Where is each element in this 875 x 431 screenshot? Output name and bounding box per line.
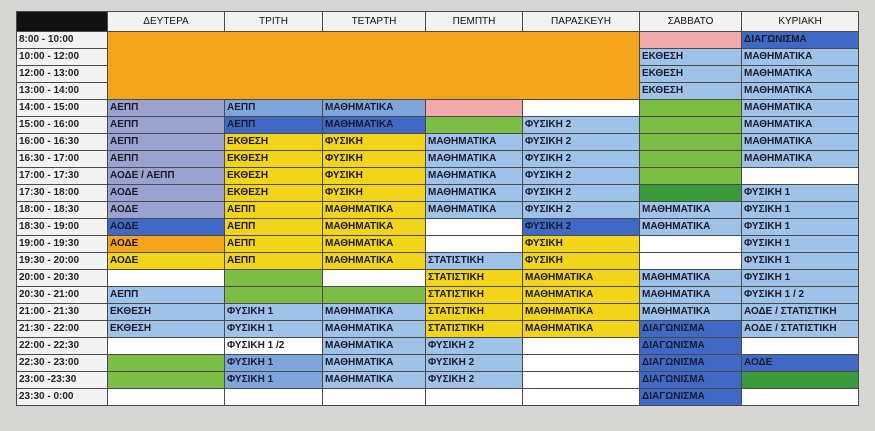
lesson-cell: ΜΑΘΗΜΑΤΙΚΑ: [323, 100, 426, 117]
lesson-cell: ΕΚΘΕΣΗ: [108, 304, 225, 321]
schedule-row: [17, 338, 859, 355]
weekly-schedule-table: [16, 11, 859, 406]
lesson-cell: ΜΑΘΗΜΑΤΙΚΑ: [640, 219, 742, 236]
schedule-row: [17, 304, 859, 321]
schedule-row: [17, 134, 859, 151]
empty-slot-cell: [108, 355, 225, 372]
time-slot-label: 16:30 - 17:00: [17, 151, 108, 168]
empty-slot-cell: [640, 236, 742, 253]
lesson-cell: ΦΥΣΙΚΗ: [523, 253, 640, 270]
lesson-cell: ΦΥΣΙΚΗ 2: [523, 168, 640, 185]
lesson-cell: ΦΥΣΙΚΗ 1: [225, 321, 323, 338]
lesson-cell: ΜΑΘΗΜΑΤΙΚΑ: [323, 117, 426, 134]
schedule-row: [17, 117, 859, 134]
lesson-cell: ΑΟΔΕ: [108, 253, 225, 270]
lesson-cell: ΔΙΑΓΩΝΙΣΜΑ: [640, 321, 742, 338]
lesson-cell: ΣΤΑΤΙΣΤΙΚΗ: [426, 270, 523, 287]
lesson-cell: ΦΥΣΙΚΗ 1: [742, 253, 859, 270]
empty-slot-cell: [523, 100, 640, 117]
schedule-row: [17, 32, 859, 49]
empty-slot-cell: [640, 253, 742, 270]
schedule-row: [17, 372, 859, 389]
lesson-cell: ΜΑΘΗΜΑΤΙΚΑ: [742, 117, 859, 134]
lesson-cell: ΦΥΣΙΚΗ 2: [523, 117, 640, 134]
schedule-row: [17, 287, 859, 304]
lesson-cell: ΦΥΣΙΚΗ 2: [523, 151, 640, 168]
lesson-cell: ΜΑΘΗΜΑΤΙΚΑ: [323, 338, 426, 355]
schedule-row: [17, 355, 859, 372]
empty-slot-cell: [108, 32, 640, 100]
time-slot-label: 22:00 - 22:30: [17, 338, 108, 355]
lesson-cell: ΑΟΔΕ: [108, 219, 225, 236]
time-slot-label: 20:30 - 21:00: [17, 287, 108, 304]
empty-slot-cell: [640, 185, 742, 202]
lesson-cell: ΜΑΘΗΜΑΤΙΚΑ: [426, 202, 523, 219]
day-header-sunday: ΚΥΡΙΑΚΗ: [742, 12, 859, 32]
schedule-row: [17, 253, 859, 270]
lesson-cell: ΦΥΣΙΚΗ 1: [225, 372, 323, 389]
empty-slot-cell: [640, 134, 742, 151]
lesson-cell: ΦΥΣΙΚΗ 1: [742, 219, 859, 236]
empty-slot-cell: [108, 389, 225, 406]
empty-slot-cell: [742, 168, 859, 185]
lesson-cell: ΑΟΔΕ / ΣΤΑΤΙΣΤΙΚΗ: [742, 321, 859, 338]
lesson-cell: ΜΑΘΗΜΑΤΙΚΑ: [323, 236, 426, 253]
empty-slot-cell: [225, 389, 323, 406]
lesson-cell: ΦΥΣΙΚΗ 2: [426, 355, 523, 372]
time-slot-label: 19:30 - 20:00: [17, 253, 108, 270]
schedule-row: [17, 270, 859, 287]
lesson-cell: ΦΥΣΙΚΗ 2: [523, 134, 640, 151]
lesson-cell: ΑΕΠΠ: [108, 151, 225, 168]
lesson-cell: ΣΤΑΤΙΣΤΙΚΗ: [426, 287, 523, 304]
time-slot-label: 23:00 -23:30: [17, 372, 108, 389]
lesson-cell: ΜΑΘΗΜΑΤΙΚΑ: [640, 270, 742, 287]
lesson-cell: ΦΥΣΙΚΗ: [523, 236, 640, 253]
lesson-cell: ΑΕΠΠ: [225, 202, 323, 219]
lesson-cell: ΕΚΘΕΣΗ: [640, 66, 742, 83]
lesson-cell: ΑΟΔΕ: [108, 202, 225, 219]
day-header-saturday: ΣΑΒΒΑΤΟ: [640, 12, 742, 32]
time-slot-label: 15:00 - 16:00: [17, 117, 108, 134]
lesson-cell: ΦΥΣΙΚΗ 1 /2: [225, 338, 323, 355]
schedule-row: [17, 100, 859, 117]
header-row: [17, 12, 859, 32]
empty-slot-cell: [225, 270, 323, 287]
lesson-cell: ΜΑΘΗΜΑΤΙΚΑ: [742, 100, 859, 117]
lesson-cell: ΑΕΠΠ: [108, 117, 225, 134]
time-slot-label: 17:30 - 18:00: [17, 185, 108, 202]
lesson-cell: ΦΥΣΙΚΗ 1: [742, 270, 859, 287]
empty-slot-cell: [523, 338, 640, 355]
lesson-cell: ΑΟΔΕ / ΣΤΑΤΙΣΤΙΚΗ: [742, 304, 859, 321]
lesson-cell: ΦΥΣΙΚΗ 1: [742, 236, 859, 253]
lesson-cell: ΜΑΘΗΜΑΤΙΚΑ: [640, 202, 742, 219]
lesson-cell: ΑΕΠΠ: [225, 236, 323, 253]
lesson-cell: ΑΟΔΕ / ΑΕΠΠ: [108, 168, 225, 185]
time-slot-label: 18:30 - 19:00: [17, 219, 108, 236]
lesson-cell: ΜΑΘΗΜΑΤΙΚΑ: [323, 202, 426, 219]
lesson-cell: ΣΤΑΤΙΣΤΙΚΗ: [426, 321, 523, 338]
time-slot-label: 16:00 - 16:30: [17, 134, 108, 151]
time-slot-label: 17:00 - 17:30: [17, 168, 108, 185]
lesson-cell: ΔΙΑΓΩΝΙΣΜΑ: [640, 355, 742, 372]
empty-slot-cell: [640, 117, 742, 134]
empty-slot-cell: [426, 100, 523, 117]
lesson-cell: ΜΑΘΗΜΑΤΙΚΑ: [323, 253, 426, 270]
empty-slot-cell: [108, 270, 225, 287]
lesson-cell: ΔΙΑΓΩΝΙΣΜΑ: [640, 372, 742, 389]
lesson-cell: ΕΚΘΕΣΗ: [640, 83, 742, 100]
empty-slot-cell: [323, 389, 426, 406]
lesson-cell: ΦΥΣΙΚΗ 2: [426, 338, 523, 355]
lesson-cell: ΕΚΘΕΣΗ: [225, 151, 323, 168]
schedule-row: [17, 185, 859, 202]
lesson-cell: ΜΑΘΗΜΑΤΙΚΑ: [323, 355, 426, 372]
lesson-cell: ΜΑΘΗΜΑΤΙΚΑ: [323, 219, 426, 236]
lesson-cell: ΦΥΣΙΚΗ 1: [225, 304, 323, 321]
empty-slot-cell: [523, 355, 640, 372]
lesson-cell: ΑΕΠΠ: [225, 100, 323, 117]
empty-slot-cell: [742, 372, 859, 389]
lesson-cell: ΣΤΑΤΙΣΤΙΚΗ: [426, 253, 523, 270]
time-slot-label: 12:00 - 13:00: [17, 66, 108, 83]
lesson-cell: ΜΑΘΗΜΑΤΙΚΑ: [742, 83, 859, 100]
time-slot-label: 22:30 - 23:00: [17, 355, 108, 372]
lesson-cell: ΜΑΘΗΜΑΤΙΚΑ: [523, 270, 640, 287]
lesson-cell: ΦΥΣΙΚΗ: [323, 185, 426, 202]
lesson-cell: ΦΥΣΙΚΗ 1: [742, 185, 859, 202]
empty-slot-cell: [640, 100, 742, 117]
lesson-cell: ΜΑΘΗΜΑΤΙΚΑ: [742, 151, 859, 168]
lesson-cell: ΜΑΘΗΜΑΤΙΚΑ: [742, 66, 859, 83]
lesson-cell: ΜΑΘΗΜΑΤΙΚΑ: [323, 321, 426, 338]
day-header-friday: ΠΑΡΑΣΚΕΥΗ: [523, 12, 640, 32]
lesson-cell: ΔΙΑΓΩΝΙΣΜΑ: [640, 389, 742, 406]
time-slot-label: 8:00 - 10:00: [17, 32, 108, 49]
lesson-cell: ΕΚΘΕΣΗ: [108, 321, 225, 338]
lesson-cell: ΕΚΘΕΣΗ: [640, 49, 742, 66]
lesson-cell: ΑΟΔΕ: [108, 185, 225, 202]
lesson-cell: ΦΥΣΙΚΗ 1: [742, 202, 859, 219]
lesson-cell: ΦΥΣΙΚΗ 1 / 2: [742, 287, 859, 304]
schedule-row: [17, 236, 859, 253]
lesson-cell: ΦΥΣΙΚΗ 1: [225, 355, 323, 372]
lesson-cell: ΜΑΘΗΜΑΤΙΚΑ: [742, 49, 859, 66]
schedule-body: [17, 32, 859, 406]
lesson-cell: ΜΑΘΗΜΑΤΙΚΑ: [323, 372, 426, 389]
schedule-row: [17, 202, 859, 219]
lesson-cell: ΦΥΣΙΚΗ 2: [426, 372, 523, 389]
lesson-cell: ΑΕΠΠ: [225, 117, 323, 134]
schedule-row: [17, 151, 859, 168]
corner-cell: [17, 12, 108, 32]
empty-slot-cell: [742, 389, 859, 406]
time-slot-label: 21:00 - 21:30: [17, 304, 108, 321]
empty-slot-cell: [426, 219, 523, 236]
lesson-cell: ΦΥΣΙΚΗ 2: [523, 219, 640, 236]
lesson-cell: ΔΙΑΓΩΝΙΣΜΑ: [742, 32, 859, 49]
lesson-cell: ΕΚΘΕΣΗ: [225, 185, 323, 202]
time-slot-label: 23:30 - 0:00: [17, 389, 108, 406]
empty-slot-cell: [108, 372, 225, 389]
lesson-cell: ΦΥΣΙΚΗ: [323, 168, 426, 185]
lesson-cell: ΑΕΠΠ: [225, 219, 323, 236]
time-slot-label: 18:00 - 18:30: [17, 202, 108, 219]
lesson-cell: ΣΤΑΤΙΣΤΙΚΗ: [426, 304, 523, 321]
lesson-cell: ΑΟΔΕ: [742, 355, 859, 372]
lesson-cell: ΑΟΔΕ: [108, 236, 225, 253]
schedule-row: [17, 219, 859, 236]
lesson-cell: ΕΚΘΕΣΗ: [225, 168, 323, 185]
lesson-cell: ΦΥΣΙΚΗ: [323, 151, 426, 168]
lesson-cell: ΑΕΠΠ: [108, 134, 225, 151]
lesson-cell: ΑΕΠΠ: [108, 287, 225, 304]
empty-slot-cell: [640, 151, 742, 168]
lesson-cell: ΜΑΘΗΜΑΤΙΚΑ: [426, 185, 523, 202]
empty-slot-cell: [523, 372, 640, 389]
time-slot-label: 21:30 - 22:00: [17, 321, 108, 338]
empty-slot-cell: [225, 287, 323, 304]
empty-slot-cell: [323, 287, 426, 304]
lesson-cell: ΔΙΑΓΩΝΙΣΜΑ: [640, 338, 742, 355]
time-slot-label: 10:00 - 12:00: [17, 49, 108, 66]
empty-slot-cell: [426, 117, 523, 134]
lesson-cell: ΦΥΣΙΚΗ 2: [523, 185, 640, 202]
lesson-cell: ΜΑΘΗΜΑΤΙΚΑ: [426, 151, 523, 168]
empty-slot-cell: [640, 32, 742, 49]
lesson-cell: ΜΑΘΗΜΑΤΙΚΑ: [523, 304, 640, 321]
empty-slot-cell: [426, 236, 523, 253]
lesson-cell: ΜΑΘΗΜΑΤΙΚΑ: [523, 287, 640, 304]
schedule-row: [17, 321, 859, 338]
lesson-cell: ΑΕΠΠ: [225, 253, 323, 270]
empty-slot-cell: [742, 338, 859, 355]
time-slot-label: 13:00 - 14:00: [17, 83, 108, 100]
lesson-cell: ΦΥΣΙΚΗ 2: [523, 202, 640, 219]
time-slot-label: 14:00 - 15:00: [17, 100, 108, 117]
empty-slot-cell: [523, 389, 640, 406]
empty-slot-cell: [323, 270, 426, 287]
empty-slot-cell: [108, 338, 225, 355]
lesson-cell: ΜΑΘΗΜΑΤΙΚΑ: [742, 134, 859, 151]
empty-slot-cell: [640, 168, 742, 185]
lesson-cell: ΜΑΘΗΜΑΤΙΚΑ: [426, 168, 523, 185]
empty-slot-cell: [426, 389, 523, 406]
day-header-monday: ΔΕΥΤΕΡΑ: [108, 12, 225, 32]
lesson-cell: ΜΑΘΗΜΑΤΙΚΑ: [426, 134, 523, 151]
lesson-cell: ΜΑΘΗΜΑΤΙΚΑ: [323, 304, 426, 321]
lesson-cell: ΕΚΘΕΣΗ: [225, 134, 323, 151]
lesson-cell: ΜΑΘΗΜΑΤΙΚΑ: [640, 287, 742, 304]
day-header-wednesday: ΤΕΤΑΡΤΗ: [323, 12, 426, 32]
lesson-cell: ΦΥΣΙΚΗ: [323, 134, 426, 151]
schedule-row: [17, 168, 859, 185]
day-header-thursday: ΠΕΜΠΤΗ: [426, 12, 523, 32]
time-slot-label: 19:00 - 19:30: [17, 236, 108, 253]
lesson-cell: ΜΑΘΗΜΑΤΙΚΑ: [640, 304, 742, 321]
lesson-cell: ΑΕΠΠ: [108, 100, 225, 117]
schedule-row: [17, 389, 859, 406]
lesson-cell: ΜΑΘΗΜΑΤΙΚΑ: [523, 321, 640, 338]
day-header-tuesday: ΤΡΙΤΗ: [225, 12, 323, 32]
time-slot-label: 20:00 - 20:30: [17, 270, 108, 287]
